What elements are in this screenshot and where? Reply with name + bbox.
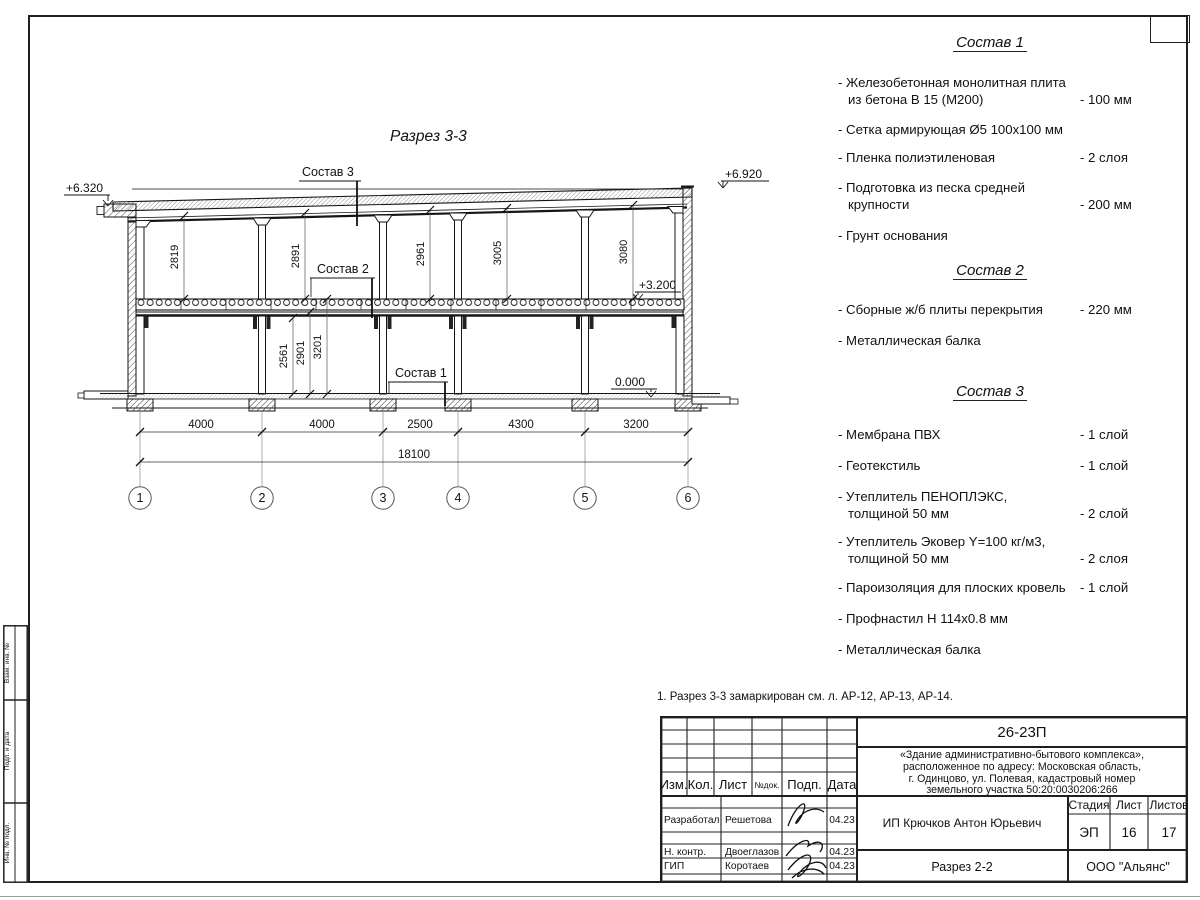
title-block — [660, 716, 1188, 883]
item-line: крупности — [848, 197, 910, 212]
item-value: - 2 слой — [1080, 506, 1129, 521]
row-date: 04.23 — [829, 847, 855, 858]
span-dimensions — [136, 411, 692, 486]
project-line: расположенное по адресу: Московская область, — [902, 761, 1142, 773]
dim-bay-5: 3080 — [618, 239, 630, 265]
list-item: - Пленка полиэтиленовая — [838, 150, 995, 165]
list-item — [838, 179, 1025, 213]
stage-label: Стадия — [1068, 798, 1110, 812]
list-item: - Профнастил Н 114x0.8 мм — [838, 611, 1008, 626]
project-line: земельного участка 50:20:0030206:266 — [926, 784, 1118, 796]
dim-span-2: 4000 — [309, 419, 335, 431]
dim-ground-3: 3201 — [312, 334, 324, 360]
col-ndok: №док. — [754, 780, 780, 790]
elevation-left: +6.320 — [66, 181, 104, 195]
client: ИП Крючков Антон Юрьевич — [882, 816, 1042, 830]
col-kol: Кол. — [687, 777, 714, 792]
callout-sostav2: Состав 2 — [317, 262, 369, 276]
sheets-label: Листов — [1149, 798, 1188, 812]
roof-slab — [113, 188, 692, 222]
row-date: 04.23 — [829, 861, 855, 872]
floor-slab — [136, 299, 684, 316]
item-line: - Железобетонная монолитная плита — [838, 75, 1066, 90]
col-list: Лист — [718, 777, 748, 792]
sheet-note: 1. Разрез 3-3 замаркирован см. л. АР-12, АР-13, АР-14. — [657, 691, 953, 703]
axis-4: 4 — [454, 491, 462, 505]
item-line: толщиной 50 мм — [848, 506, 949, 521]
list-item: - Мембрана ПВХ — [838, 427, 941, 442]
list-item: - Геотекстиль — [838, 458, 921, 473]
row-date: 04.23 — [829, 815, 855, 826]
axis-3: 3 — [379, 491, 387, 505]
list-item — [838, 533, 1045, 567]
axis-bubbles — [129, 487, 699, 509]
item-value: - 100 мм — [1080, 92, 1132, 107]
item-value: - 200 мм — [1080, 197, 1132, 212]
col-podp: Подп. — [787, 777, 822, 792]
upper-columns — [136, 207, 683, 300]
list-item: - Сетка армирующая Ø5 100x100 мм — [838, 122, 1063, 137]
ground-slab — [78, 391, 738, 411]
axis-6: 6 — [684, 491, 692, 505]
item-line: - Утеплитель Эковер Y=100 кг/м3, — [838, 534, 1046, 549]
dim-bay-4: 3005 — [492, 240, 504, 266]
item-value: - 1 слой — [1080, 580, 1129, 595]
dim-span-4: 4300 — [508, 419, 534, 431]
composition-1-title — [900, 34, 1080, 51]
elevation-right: +6.920 — [725, 167, 763, 181]
axis-2: 2 — [258, 491, 266, 505]
list-item: - Пароизоляция для плоских кровель — [838, 580, 1066, 595]
side-stamp-label: Взам. инв. № — [4, 642, 11, 684]
walls — [97, 186, 694, 396]
project-line: «Здание административно-бытового комплекса», — [899, 749, 1145, 761]
list-item: - Металлическая балка — [838, 333, 981, 348]
row-name: Решетова — [725, 815, 772, 826]
dim-ground-1: 2561 — [278, 343, 290, 369]
doc-number: 26-23П — [997, 724, 1047, 741]
item-line: - Подготовка из песка средней — [838, 180, 1025, 195]
item-value: - 2 слоя — [1080, 551, 1128, 566]
drawing-name: Разрез 2-2 — [931, 860, 993, 874]
item-line: толщиной 50 мм — [848, 551, 949, 566]
sheet-value: 16 — [1121, 825, 1137, 840]
row-role: Н. контр. — [664, 847, 707, 858]
dim-bay-1: 2819 — [169, 244, 181, 270]
side-stamp — [3, 625, 28, 883]
composition-1-title-text: Состав 1 — [953, 34, 1027, 52]
dim-bay-2: 2891 — [290, 243, 302, 269]
row-name: Коротаев — [725, 861, 770, 872]
elevation-zero: 0.000 — [615, 375, 646, 389]
company: ООО "Альянс" — [1086, 860, 1170, 874]
stage-value: ЭП — [1079, 825, 1099, 840]
list-item — [838, 74, 1066, 108]
dim-ground-2: 2901 — [295, 340, 307, 366]
row-role: ГИП — [664, 861, 685, 872]
side-stamp-label: Подп. и дата — [4, 731, 11, 771]
axis-1: 1 — [136, 491, 144, 505]
row-name: Двоеглазов — [725, 847, 780, 858]
composition-2-title — [900, 262, 1080, 279]
composition-2-title-text: Состав 2 — [953, 262, 1027, 280]
elevation-floor: +3.200 — [639, 278, 677, 292]
dim-span-1: 4000 — [188, 419, 214, 431]
dim-span-5: 3200 — [623, 419, 649, 431]
list-item: - Сборные ж/б плиты перекрытия — [838, 302, 1043, 317]
dim-bay-3: 2961 — [415, 241, 427, 267]
item-line: - Утеплитель ПЕНОПЛЭКС, — [838, 489, 1008, 504]
axis-5: 5 — [581, 491, 589, 505]
col-izm: Изм. — [660, 777, 688, 792]
item-value: - 220 мм — [1080, 302, 1132, 317]
dim-span-3: 2500 — [407, 419, 433, 431]
side-stamp-label: Инв. № подл. — [4, 822, 11, 864]
col-data: Дата — [827, 777, 857, 792]
composition-3-title — [900, 383, 1080, 400]
callout-sostav3: Состав 3 — [302, 165, 354, 179]
list-item — [838, 488, 1007, 522]
item-line: из бетона В 15 (М200) — [848, 92, 984, 107]
section-title: Разрез 3-3 — [390, 128, 467, 145]
list-item: - Грунт основания — [838, 228, 948, 243]
item-value: - 2 слоя — [1080, 150, 1128, 165]
item-value: - 1 слой — [1080, 458, 1129, 473]
list-item: - Металлическая балка — [838, 642, 981, 657]
item-value: - 1 слой — [1080, 427, 1129, 442]
composition-3-title-text: Состав 3 — [953, 383, 1027, 401]
row-role: Разработал — [664, 815, 720, 826]
project-line: г. Одинцово, ул. Полевая, кадастровый номер — [908, 773, 1136, 785]
sheets-value: 17 — [1161, 825, 1177, 840]
sheet-label: Лист — [1115, 798, 1143, 812]
dim-total: 18100 — [398, 449, 430, 461]
callout-sostav1: Состав 1 — [395, 366, 447, 380]
bay-dimensions — [169, 201, 637, 303]
